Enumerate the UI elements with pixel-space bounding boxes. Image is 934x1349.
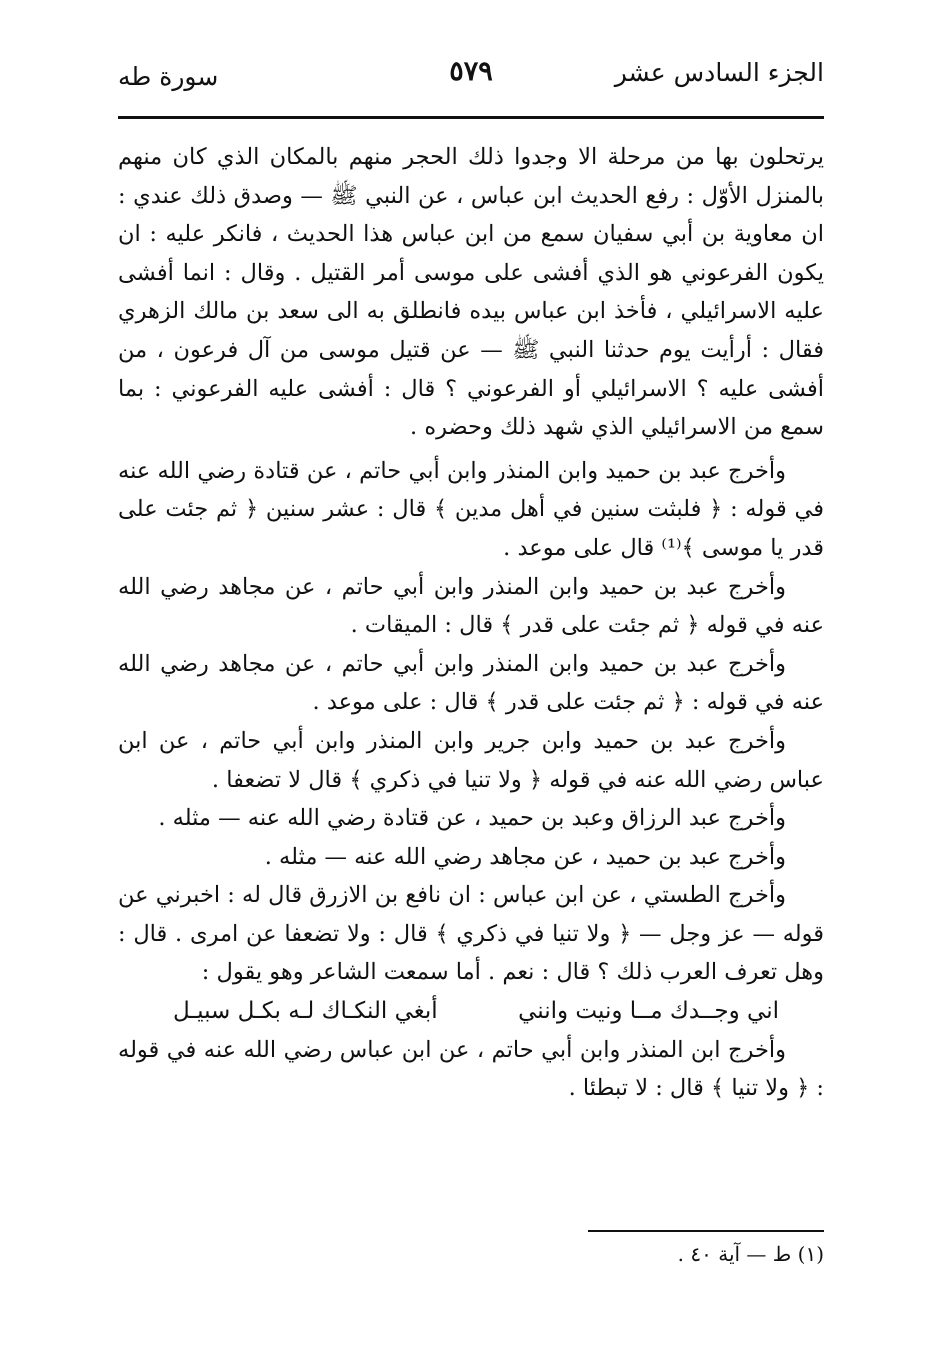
paragraph: وأخرج عبد بن حميد وابن المنذر وابن أبي حاتم ، عن قتادة رضي الله عنه في قوله : ﴿ فلبثت سنين في أهل مدين ﴾ قال : عشر سنين ﴿ ثم جئت على قدر يا موسى ﴾⁽¹⁾ قال على موعد . xyxy=(118,457,824,561)
paragraph: وأخرج الطستي ، عن ابن عباس : ان نافع بن الازرق قال له : اخبرني عن قوله — عز وجل — ﴿ ولا تنيا في ذكري ﴾ قال : ولا تضعفا عن امرى . قال : وهل تعرف العرب ذلك ؟ قال : نعم . أما سمعت الشاعر وهو يقول : xyxy=(118,882,824,986)
paragraph: وأخرج عبد الرزاق وعبد بن حميد ، عن قتادة رضي الله عنه — مثله . xyxy=(158,805,786,832)
verse-first-hemistich: اني وجــدك مــا ونيت وانني xyxy=(518,998,779,1025)
paragraph: وأخرج عبد بن حميد وابن المنذر وابن أبي حاتم ، عن مجاهد رضي الله عنه في قوله : ﴿ ثم جئت على قدر ﴾ قال : على موعد . xyxy=(118,650,824,716)
main-text xyxy=(118,138,824,1108)
surah-title: سورة طه xyxy=(118,62,219,91)
page-number: ٥٧٩ xyxy=(449,56,493,87)
footnote-divider xyxy=(588,1230,824,1232)
paragraph: وأخرج عبد بن حميد ، عن مجاهد رضي الله عنه — مثله . xyxy=(264,843,786,870)
paragraph: وأخرج ابن المنذر وابن أبي حاتم ، عن ابن عباس رضي الله عنه في قوله : ﴿ ولا تنيا ﴾ قال : لا تبطئا . xyxy=(118,1036,824,1102)
page-header xyxy=(118,52,824,104)
verse-second-hemistich: أبغي النكـاك لـه بكـل سبيـل xyxy=(173,998,438,1025)
poetry-verse xyxy=(118,992,824,1031)
part-title: الجزء السادس عشر xyxy=(614,58,824,87)
paragraph: يرتحلون بها من مرحلة الا وجدوا ذلك الحجر منهم بالمكان الذي كان منهم بالمنزل الأوّل : رفع الحديث ابن عباس ، عن النبي ﷺ — وصدق ذلك عندي : ان معاوية بن أبي سفيان سمع من ابن عباس هذا الحديث ، فانكر عليه : ان يكون الفرعوني هو الذي أفشى على موسى أمر القتيل . وقال : انما أفشى عليه الاسرائيلي ، فأخذ ابن عباس بيده فانطلق به الى سعد بن مالك الزهري فقال : أرأيت يوم حدثنا النبي ﷺ — عن قتيل موسى من آل فرعون ، من أفشى عليه ؟ الاسرائيلي أو الفرعوني ؟ قال : أفشى عليه الفرعوني : بما سمع من الاسرائيلي الذي شهد ذلك وحضره . xyxy=(118,144,824,441)
paragraph: وأخرج عبد بن حميد وابن جرير وابن المنذر وابن أبي حاتم ، عن ابن عباس رضي الله عنه في قوله ﴿ ولا تنيا في ذكري ﴾ قال لا تضعفا . xyxy=(118,727,824,793)
footnote: (١) ط — آية ٤٠ . xyxy=(677,1242,824,1266)
header-divider xyxy=(118,116,824,119)
paragraph: وأخرج عبد بن حميد وابن المنذر وابن أبي حاتم ، عن مجاهد رضي الله عنه في قوله ﴿ ثم جئت على قدر ﴾ قال : الميقات . xyxy=(118,573,824,639)
